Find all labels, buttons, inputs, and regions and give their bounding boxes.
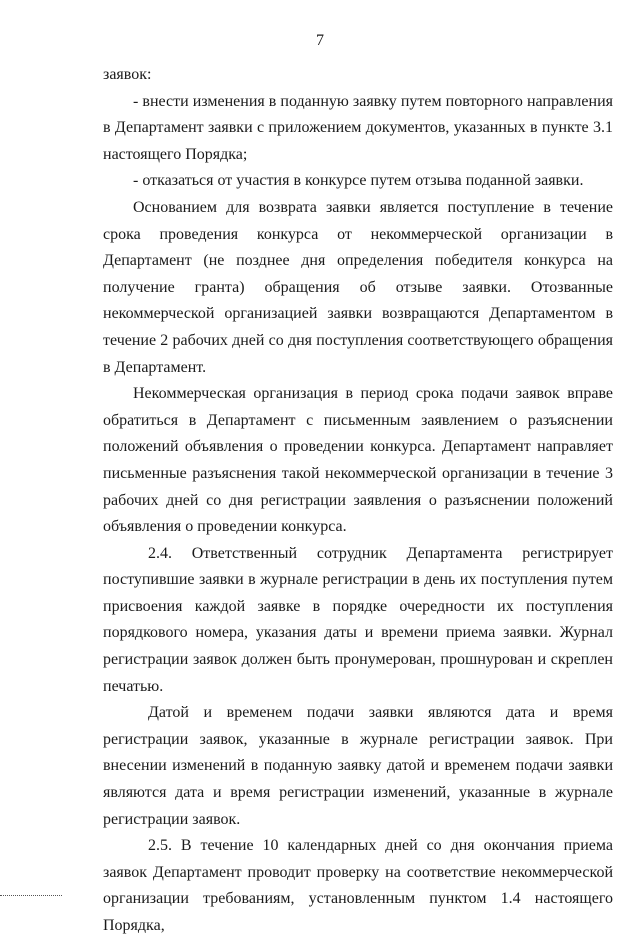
paragraph-continuation: заявок:: [103, 66, 152, 83]
paragraph-2-4: 2.4. Ответственный сотрудник Департамента регистрирует поступившие заявки в журнале регистрации в день их поступления путем присвоения каждой заявке в порядке очередности их поступления порядкового номера, указания даты и времени приема заявки. Журнал регистрации заявок должен быть пронумерован, прошнурован и скреплен печатью.: [103, 544, 613, 695]
document-body: [103, 62, 613, 940]
paragraph-list-item-1: - внести изменения в поданную заявку путем повторного направления в Департамент заявки с приложением документов, указанных в пункте 3.1 настоящего Порядка;: [103, 92, 613, 163]
footnote-separator: [0, 895, 62, 897]
paragraph-clarification: Некоммерческая организация в период срока подачи заявок вправе обратиться в Департамент с письменным заявлением о разъяснении положений объявления о проведении конкурса. Департамент направляет письменные разъяснения такой некоммерческой организации в течение 3 рабочих дней со дня регистрации заявления о разъяснении положений объявления о проведении конкурса.: [103, 385, 613, 536]
paragraph-return-basis: Основанием для возврата заявки является поступление в течение срока проведения конкурса от некоммерческой организации в Департамент (не позднее дня определения победителя конкурса на получение гранта) обращения об отзыве заявки. Отозванные некоммерческой организацией заявки возвращаются Департаментом в течение 2 рабочих дней со дня поступления соответствующего обращения в Департамент.: [103, 198, 613, 376]
paragraph-2-5: 2.5. В течение 10 календарных дней со дня окончания приема заявок Департамент проводит проверку на соответствие некоммерческой организации требованиям, установленным пунктом 1.4 настоящего Порядка,: [103, 837, 613, 934]
paragraph-list-item-2: - отказаться от участия в конкурсе путем отзыва поданной заявки.: [133, 172, 584, 190]
page-number: 7: [316, 32, 324, 49]
paragraph-submission-date: Датой и временем подачи заявки являются дата и время регистрации заявок, указанные в журнале регистрации заявок. При внесении изменений в поданную заявку датой и временем подачи заявки являются дата и время регистрации изменений, указанные в журнале регистрации заявок.: [103, 704, 613, 828]
